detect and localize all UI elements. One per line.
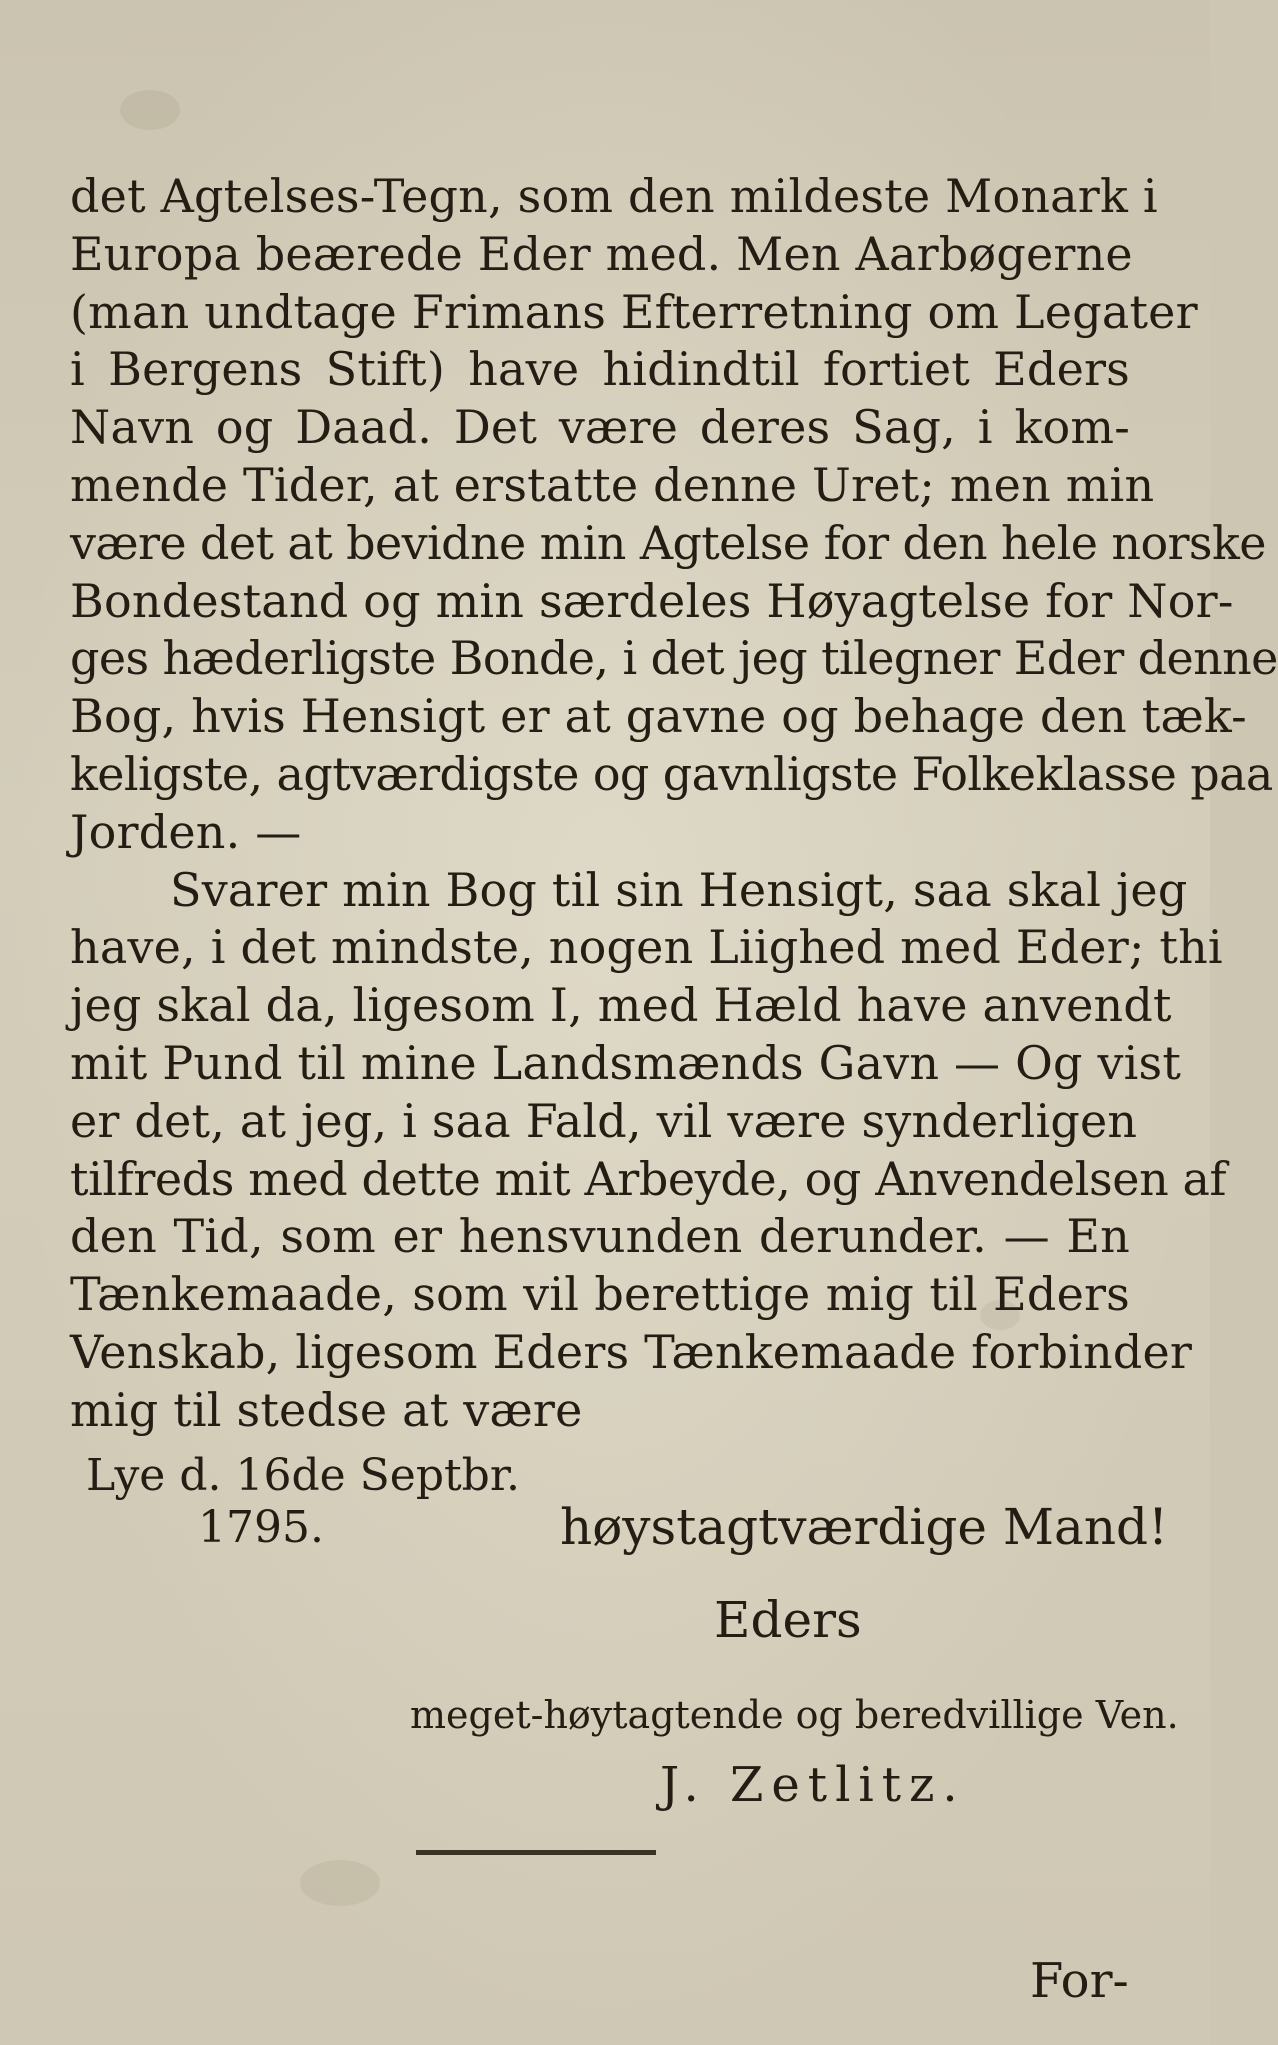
body-text	[70, 168, 1278, 1440]
catchword: For-	[1030, 1953, 1129, 2009]
text-line: mit Pund til mine Landsmænds Gavn — Og vist	[70, 1035, 1182, 1090]
text-line: er det, at jeg, i saa Fald, vil være synderligen	[70, 1093, 1138, 1148]
text-line: Navn og Daad. Det være deres Sag, i kom-	[70, 400, 1130, 455]
text-line: (man undtage Frimans Efterretning om Legater	[70, 284, 1198, 339]
text-line: Jorden. —	[70, 804, 302, 859]
text-line: ges hæderligste Bonde, i det jeg tilegner Eder denne	[70, 631, 1278, 686]
text-line: Svarer min Bog til sin Hensigt, saa skal jeg	[170, 862, 1188, 917]
text-line: mig til stedse at være	[70, 1382, 583, 1437]
text-line: i Bergens Stift) have hidindtil fortiet Eders	[70, 342, 1130, 397]
text-line: mende Tider, at erstatte denne Uret; men min	[70, 457, 1155, 512]
closing-phrase: meget-høytagtende og beredvillige Ven.	[410, 1693, 1179, 1737]
text-line: tilfreds med dette mit Arbeyde, og Anvendelsen af	[70, 1151, 1227, 1206]
text-line: Bog, hvis Hensigt er at gavne og behage den tæk-	[70, 689, 1247, 744]
paper-stain	[120, 90, 180, 130]
text-line: det Agtelses-Tegn, som den mildeste Monark i	[70, 169, 1158, 223]
text-line: Venskab, ligesom Eders Tænkemaade forbinder	[70, 1324, 1193, 1379]
text-line: Tænkemaade, som vil berettige mig til Eders	[70, 1267, 1130, 1322]
text-line: have, i det mindste, nogen Liighed med Eder; thi	[70, 920, 1223, 975]
paper-stain	[300, 1860, 380, 1906]
horizontal-rule	[416, 1850, 656, 1855]
text-line: jeg skal da, ligesom I, med Hæld have anvendt	[70, 978, 1172, 1033]
place-date: Lye d. 16de Septbr.	[86, 1450, 521, 1501]
text-line: den Tid, som er hensvunden derunder. — En	[70, 1209, 1130, 1264]
year: 1795.	[198, 1502, 324, 1553]
salutation: høystagtværdige Mand!	[560, 1498, 1169, 1556]
closing-eders: Eders	[714, 1591, 862, 1649]
text-line: være det at bevidne min Agtelse for den hele norske	[70, 515, 1266, 570]
text-line: Bondestand og min særdeles Høyagtelse for Nor-	[70, 573, 1234, 628]
text-line: Europa beærede Eder med. Men Aarbøgerne	[70, 226, 1133, 281]
text-line: keligste, agtværdigste og gavnligste Folkeklasse paa	[70, 746, 1273, 801]
signature: J. Zetlitz.	[660, 1757, 966, 1813]
